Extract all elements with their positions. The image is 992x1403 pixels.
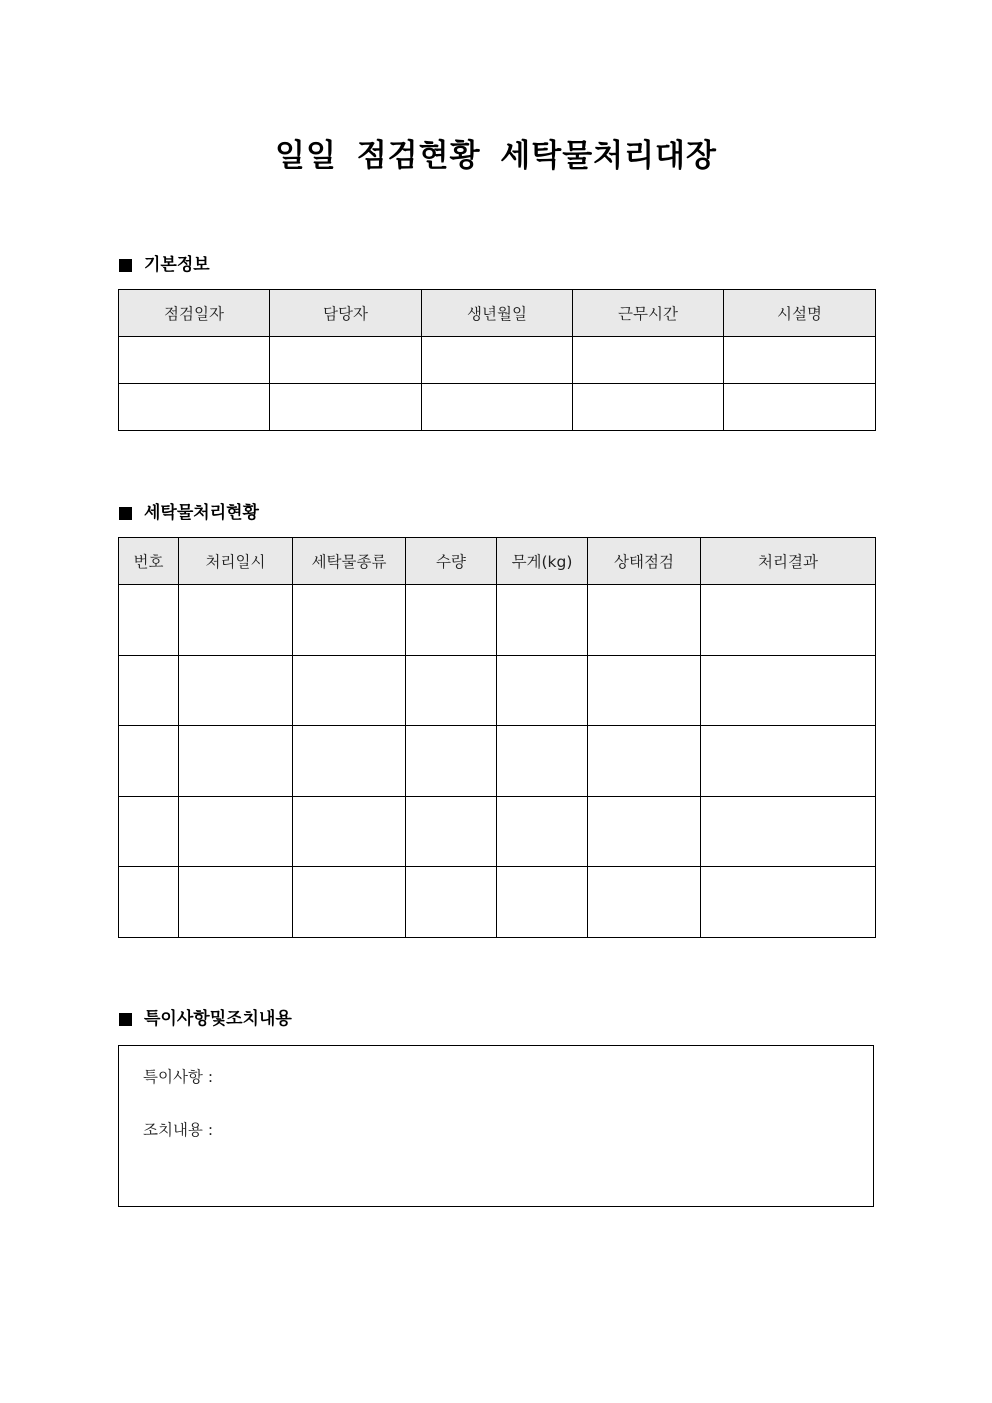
cell-work-hours[interactable] [573, 337, 724, 384]
table-row [119, 337, 876, 384]
cell-person-in-charge[interactable] [270, 384, 422, 431]
cell-processing-result[interactable] [701, 655, 876, 726]
document-title: 일일 점검현황 세탁물처리대장 [275, 138, 717, 174]
cell-processing-result[interactable] [701, 585, 876, 656]
cell-processed-datetime[interactable] [179, 726, 293, 797]
cell-work-hours[interactable] [573, 384, 724, 431]
cell-birth-date[interactable] [422, 384, 573, 431]
cell-processed-datetime[interactable] [179, 796, 293, 867]
table-header-row [119, 538, 876, 585]
cell-number[interactable] [119, 655, 179, 726]
cell-laundry-type[interactable] [293, 585, 406, 656]
section-heading-label: 특이사항및조치내용 [144, 1009, 292, 1029]
section-heading-label: 기본정보 [144, 255, 210, 275]
column-header-weight: 무게(kg) [497, 538, 588, 585]
square-bullet-icon [119, 507, 132, 520]
section-heading-notes [119, 1007, 292, 1031]
cell-laundry-type[interactable] [293, 655, 406, 726]
cell-condition-check[interactable] [588, 796, 701, 867]
notes-box[interactable] [118, 1045, 874, 1207]
column-header-person-in-charge: 담당자 [270, 290, 422, 337]
cell-number[interactable] [119, 796, 179, 867]
cell-quantity[interactable] [406, 796, 497, 867]
cell-quantity[interactable] [406, 655, 497, 726]
column-header-inspection-date: 점검일자 [119, 290, 270, 337]
cell-condition-check[interactable] [588, 726, 701, 797]
cell-weight[interactable] [497, 585, 588, 656]
cell-processed-datetime[interactable] [179, 867, 293, 938]
table-row [119, 384, 876, 431]
cell-number[interactable] [119, 585, 179, 656]
cell-processed-datetime[interactable] [179, 585, 293, 656]
cell-weight[interactable] [497, 796, 588, 867]
cell-condition-check[interactable] [588, 867, 701, 938]
cell-inspection-date[interactable] [119, 384, 270, 431]
cell-processing-result[interactable] [701, 796, 876, 867]
table-header-row [119, 290, 876, 337]
special-notes-line [143, 1066, 213, 1088]
cell-processed-datetime[interactable] [179, 655, 293, 726]
column-header-facility-name: 시설명 [724, 290, 876, 337]
section-heading-laundry-status [119, 501, 259, 525]
table-row [119, 796, 876, 867]
column-header-processing-result: 처리결과 [701, 538, 876, 585]
cell-facility-name[interactable] [724, 384, 876, 431]
cell-condition-check[interactable] [588, 585, 701, 656]
column-header-birth-date: 생년월일 [422, 290, 573, 337]
cell-quantity[interactable] [406, 726, 497, 797]
table-row [119, 655, 876, 726]
column-header-processed-datetime: 처리일시 [179, 538, 293, 585]
table-row [119, 585, 876, 656]
cell-inspection-date[interactable] [119, 337, 270, 384]
basic-info-table [118, 289, 876, 431]
cell-processing-result[interactable] [701, 867, 876, 938]
square-bullet-icon [119, 259, 132, 272]
column-header-laundry-type: 세탁물종류 [293, 538, 406, 585]
cell-laundry-type[interactable] [293, 867, 406, 938]
cell-condition-check[interactable] [588, 655, 701, 726]
cell-processing-result[interactable] [701, 726, 876, 797]
cell-weight[interactable] [497, 867, 588, 938]
cell-person-in-charge[interactable] [270, 337, 422, 384]
cell-number[interactable] [119, 726, 179, 797]
cell-weight[interactable] [497, 726, 588, 797]
square-bullet-icon [119, 1013, 132, 1026]
cell-number[interactable] [119, 867, 179, 938]
laundry-status-table [118, 537, 876, 938]
section-heading-label: 세탁물처리현황 [144, 503, 259, 523]
column-header-condition-check: 상태점검 [588, 538, 701, 585]
action-notes-label: 조치내용 : [143, 1121, 214, 1139]
cell-quantity[interactable] [406, 585, 497, 656]
table-row [119, 726, 876, 797]
column-header-quantity: 수량 [406, 538, 497, 585]
section-heading-basic-info [119, 253, 210, 277]
cell-quantity[interactable] [406, 867, 497, 938]
action-notes-line [143, 1119, 213, 1141]
cell-facility-name[interactable] [724, 337, 876, 384]
column-header-work-hours: 근무시간 [573, 290, 724, 337]
column-header-number: 번호 [119, 538, 179, 585]
cell-laundry-type[interactable] [293, 796, 406, 867]
cell-laundry-type[interactable] [293, 726, 406, 797]
table-row [119, 867, 876, 938]
special-notes-label: 특이사항 : [143, 1068, 214, 1086]
cell-birth-date[interactable] [422, 337, 573, 384]
cell-weight[interactable] [497, 655, 588, 726]
